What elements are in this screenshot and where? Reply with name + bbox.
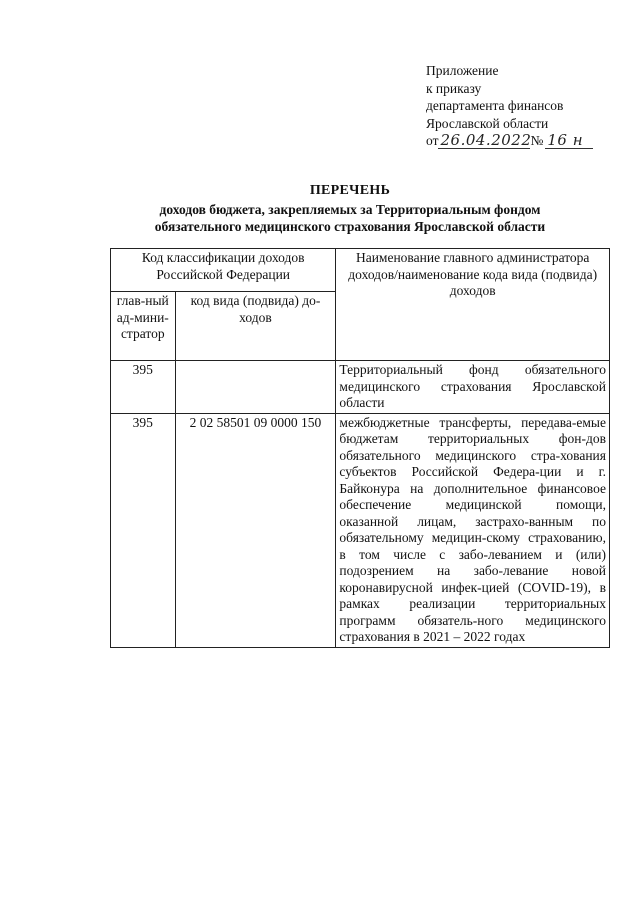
revenue-table: [110, 248, 610, 648]
title-main: ПЕРЕЧЕНЬ: [309, 183, 391, 198]
document-title: [100, 182, 600, 235]
appendix-block: [426, 62, 593, 150]
cell-code: [175, 361, 336, 414]
header-admin: глав-ный ад-мини-стратор: [111, 292, 176, 361]
handwritten-number: 16 н: [545, 132, 593, 149]
title-line: доходов бюджета, закрепляемых за Территориальным фондом: [159, 202, 541, 217]
from-label: от: [426, 133, 439, 148]
appendix-line: департамента финансов: [426, 98, 564, 113]
handwritten-date: 26.04.2022: [440, 131, 532, 149]
number-label: №: [530, 133, 544, 148]
header-name: Наименование главного администратора доходов/наименование кода вида (подвида) доходов: [336, 249, 610, 361]
table-row: [111, 413, 610, 647]
appendix-line: Приложение: [426, 63, 499, 78]
title-line: обязательного медицинского страхования Ярославской области: [154, 219, 546, 234]
header-code: код вида (подвида) до-ходов: [175, 292, 336, 361]
appendix-line: Ярославской области: [426, 115, 549, 131]
order-date-number: [426, 132, 593, 150]
table-row: [111, 361, 610, 414]
table-header-row: [111, 249, 610, 292]
cell-admin: 395: [111, 413, 176, 647]
cell-code: 2 02 58501 09 0000 150: [175, 413, 336, 647]
cell-name: Территориальный фонд обязательного медицинского страхования Ярославской области: [336, 361, 610, 414]
header-code-group: Код классификации доходов Российской Федерации: [111, 249, 336, 292]
cell-name: межбюджетные трансферты, передава-емые бюджетам территориальных фон-дов обязательного медицинского стра-хования субъектов Российской Федера-ции и г. Байконура на дополнительное финансовое обеспечение медицинской помощи, оказанной лицам, застрахо-ванным по обязательному медицин-скому страхованию, в том числе с забо-леванием и (или) подозрением на забо-левание новой коронавирусной инфек-цией (COVID-19), в рамках реализации территориальных программ обязатель-ного медицинского страхования в 2021 – 2022 годах: [336, 413, 610, 647]
appendix-line: к приказу: [426, 80, 482, 96]
cell-admin: 395: [111, 361, 176, 414]
